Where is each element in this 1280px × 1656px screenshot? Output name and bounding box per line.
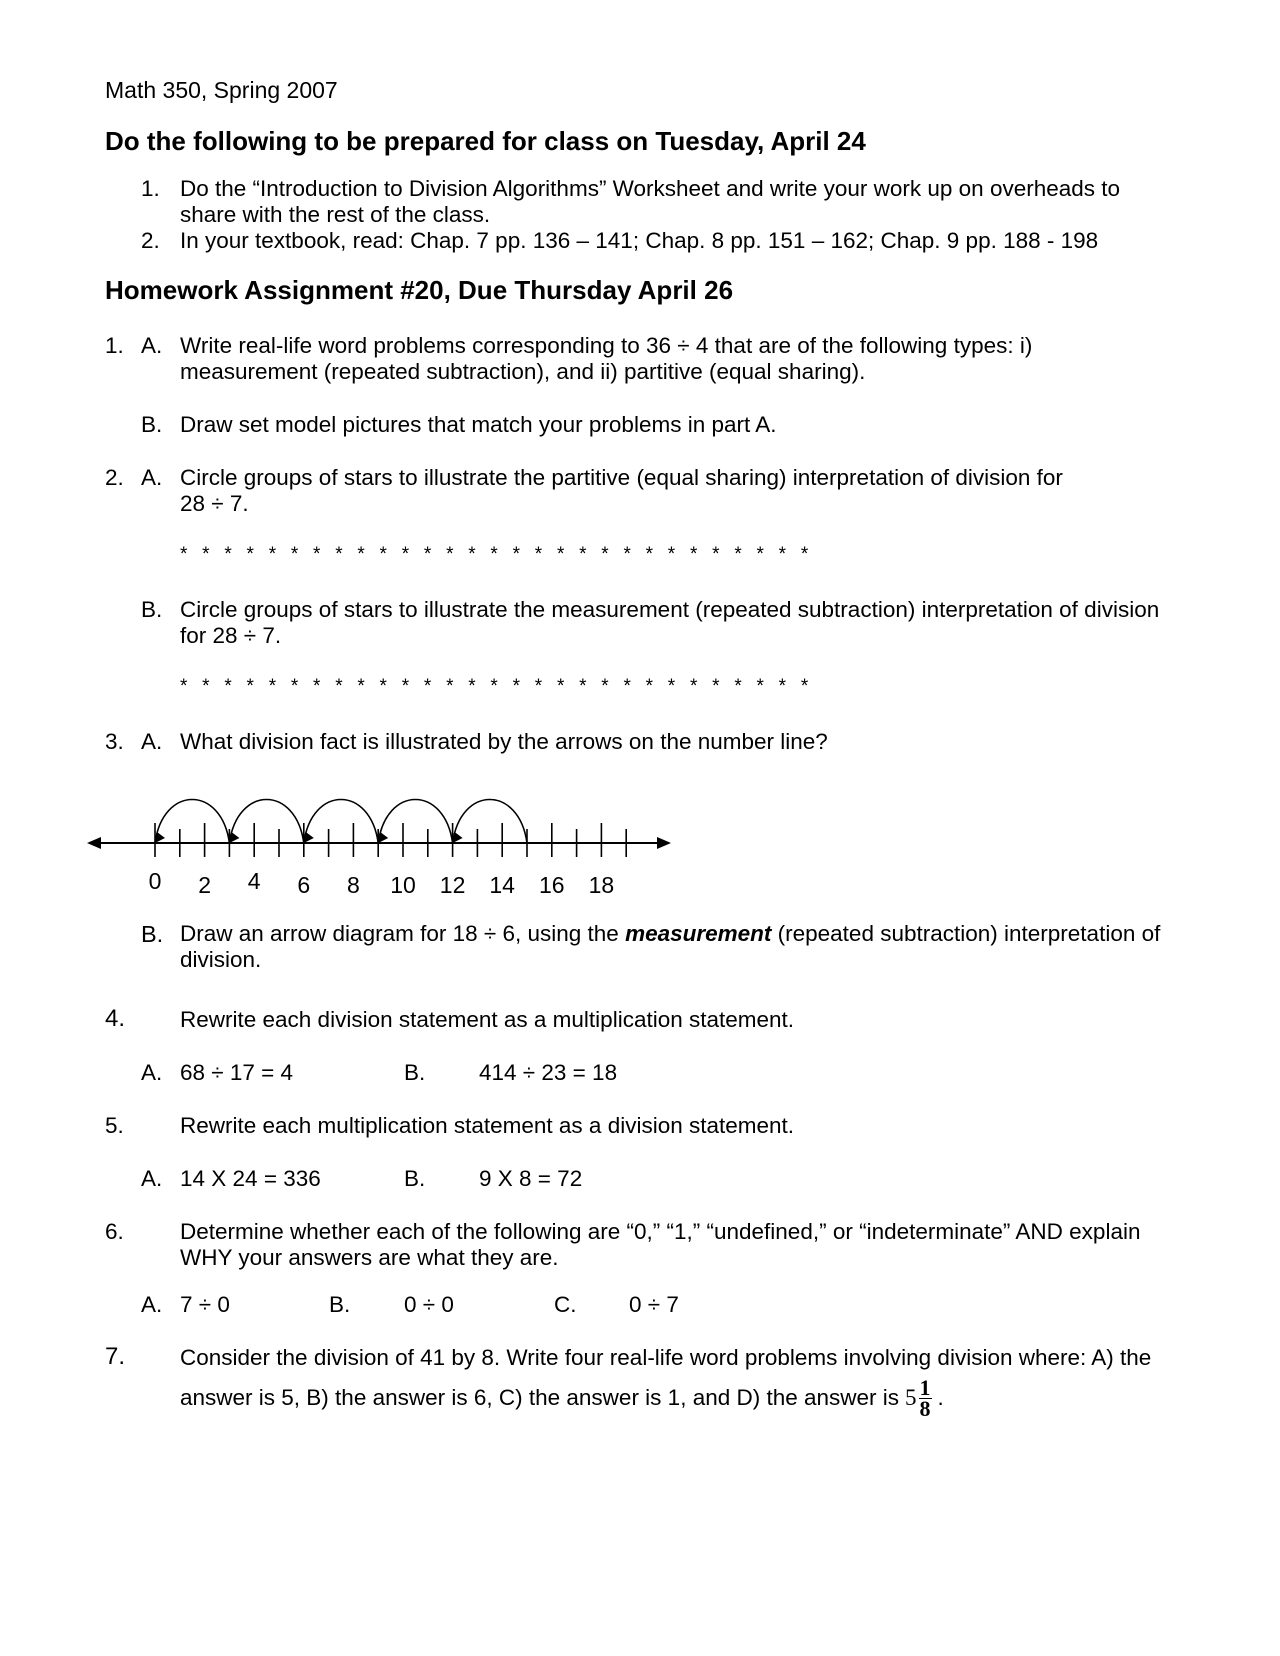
jump-arc — [453, 800, 527, 844]
number-line-label: 10 — [390, 872, 416, 898]
q2-b-label: B. — [141, 597, 163, 622]
q7-line1: Consider the division of 41 by 8. Write four real-life word problems involving division where: A) the — [180, 1345, 1152, 1370]
number-line-label: 14 — [489, 872, 515, 898]
q6-b-expr: 0 ÷ 0 — [404, 1292, 454, 1317]
q3-a-label: A. — [141, 729, 163, 754]
q2-b-stars: * * * * * * * * * * * * * * * * * * * * * * * * * * * * * — [180, 676, 809, 697]
q7-period: . — [937, 1385, 944, 1410]
prep-item-1-line2: share with the rest of the class. — [180, 202, 491, 227]
jump-arc — [304, 800, 378, 844]
prep-heading: Do the following to be prepared for class on Tuesday, April 24 — [105, 126, 866, 156]
q4-a-label: A. — [141, 1060, 163, 1085]
q1-a-line1: Write real-life word problems corresponding to 36 ÷ 4 that are of the following types: i) — [180, 333, 1033, 358]
jump-arc — [229, 800, 303, 844]
q3-b-post: (repeated subtraction) interpretation of — [771, 921, 1161, 946]
q2-a-line2: 28 ÷ 7. — [180, 491, 249, 516]
q5-b-expr: 9 X 8 = 72 — [479, 1166, 583, 1191]
fraction-numerator: 1 — [919, 1374, 931, 1400]
q3-number: 3. — [105, 729, 124, 754]
q6-a-expr: 7 ÷ 0 — [180, 1292, 230, 1317]
jump-arc — [378, 800, 452, 844]
fraction-denominator: 8 — [919, 1395, 931, 1421]
q6-c-label: C. — [554, 1292, 577, 1317]
number-line-label: 8 — [347, 872, 360, 898]
number-line-label: 2 — [198, 872, 211, 898]
q4-b-expr: 414 ÷ 23 = 18 — [479, 1060, 618, 1085]
prep-item-1-line1: Do the “Introduction to Division Algorithms” Worksheet and write your work up on overheads to — [180, 176, 1121, 201]
q4-b-label: B. — [404, 1060, 426, 1085]
number-line-label: 16 — [539, 872, 565, 898]
q3-a-text: What division fact is illustrated by the arrows on the number line? — [180, 729, 828, 754]
q5-a-label: A. — [141, 1166, 163, 1191]
prep-item-2-line1: In your textbook, read: Chap. 7 pp. 136 – 141; Chap. 8 pp. 151 – 162; Chap. 9 pp. 188 - 198 — [180, 228, 1099, 253]
q2-number: 2. — [105, 465, 124, 490]
q5-b-label: B. — [404, 1166, 426, 1191]
q1-a-label: A. — [141, 333, 163, 358]
q6-a-label: A. — [141, 1292, 163, 1317]
q4-a-expr: 68 ÷ 17 = 4 — [180, 1060, 294, 1085]
course-header: Math 350, Spring 2007 — [105, 77, 338, 103]
mixed-number-whole: 5 — [905, 1385, 917, 1410]
q2-b-line2: for 28 ÷ 7. — [180, 623, 282, 648]
q5-number: 5. — [105, 1113, 124, 1138]
mixed-number-fraction — [919, 1374, 932, 1421]
q4-number: 4. — [105, 1005, 126, 1032]
number-line-label: 18 — [588, 872, 615, 898]
q6-line1: Determine whether each of the following are “0,” “1,” “undefined,” or “indeterminate” AND explain — [180, 1219, 1141, 1244]
q3-b-label: B. — [141, 921, 164, 947]
q1-b-label: B. — [141, 412, 163, 437]
q6-number: 6. — [105, 1219, 124, 1244]
q6-c-expr: 0 ÷ 7 — [629, 1292, 679, 1317]
q3-b-pre: Draw an arrow diagram for 18 ÷ 6, using the — [180, 921, 626, 946]
q7-line2 — [180, 1372, 944, 1424]
q5-text: Rewrite each multiplication statement as a division statement. — [180, 1113, 795, 1138]
q1-a-line2: measurement (repeated subtraction), and ii) partitive (equal sharing). — [180, 359, 866, 384]
q2-b-line1: Circle groups of stars to illustrate the measurement (repeated subtraction) interpretation of division — [180, 597, 1160, 622]
q7-line2-text: answer is 5, B) the answer is 6, C) the answer is 1, and D) the answer is — [180, 1385, 900, 1410]
prep-item-2-number: 2. — [141, 228, 160, 253]
q7-number: 7. — [105, 1343, 126, 1370]
q3-b-emphasis: measurement — [625, 921, 772, 946]
q1-number: 1. — [105, 333, 124, 358]
number-line-label: 6 — [297, 872, 311, 898]
number-line-label: 0 — [148, 868, 162, 894]
q5-a-expr: 14 X 24 = 336 — [180, 1166, 321, 1191]
q2-a-label: A. — [141, 465, 163, 490]
homework-heading: Homework Assignment #20, Due Thursday April 26 — [105, 275, 734, 305]
left-arrowhead — [87, 837, 101, 849]
q6-line2: WHY your answers are what they are. — [180, 1245, 559, 1270]
number-line-label: 12 — [439, 872, 466, 898]
number-line-label: 4 — [247, 868, 261, 894]
number-line-diagram — [85, 795, 675, 905]
q3-b-line1 — [180, 921, 1160, 947]
jump-arc — [155, 800, 229, 844]
q2-a-stars: * * * * * * * * * * * * * * * * * * * * * * * * * * * * * — [180, 544, 809, 565]
q6-b-label: B. — [329, 1292, 351, 1317]
q4-text: Rewrite each division statement as a multiplication statement. — [180, 1007, 795, 1032]
q3-b-line2: division. — [180, 947, 262, 972]
right-arrowhead — [657, 837, 671, 849]
q1-b-text: Draw set model pictures that match your problems in part A. — [180, 412, 777, 437]
prep-item-1-number: 1. — [141, 176, 160, 201]
q2-a-line1: Circle groups of stars to illustrate the partitive (equal sharing) interpretation of division for — [180, 465, 1063, 490]
